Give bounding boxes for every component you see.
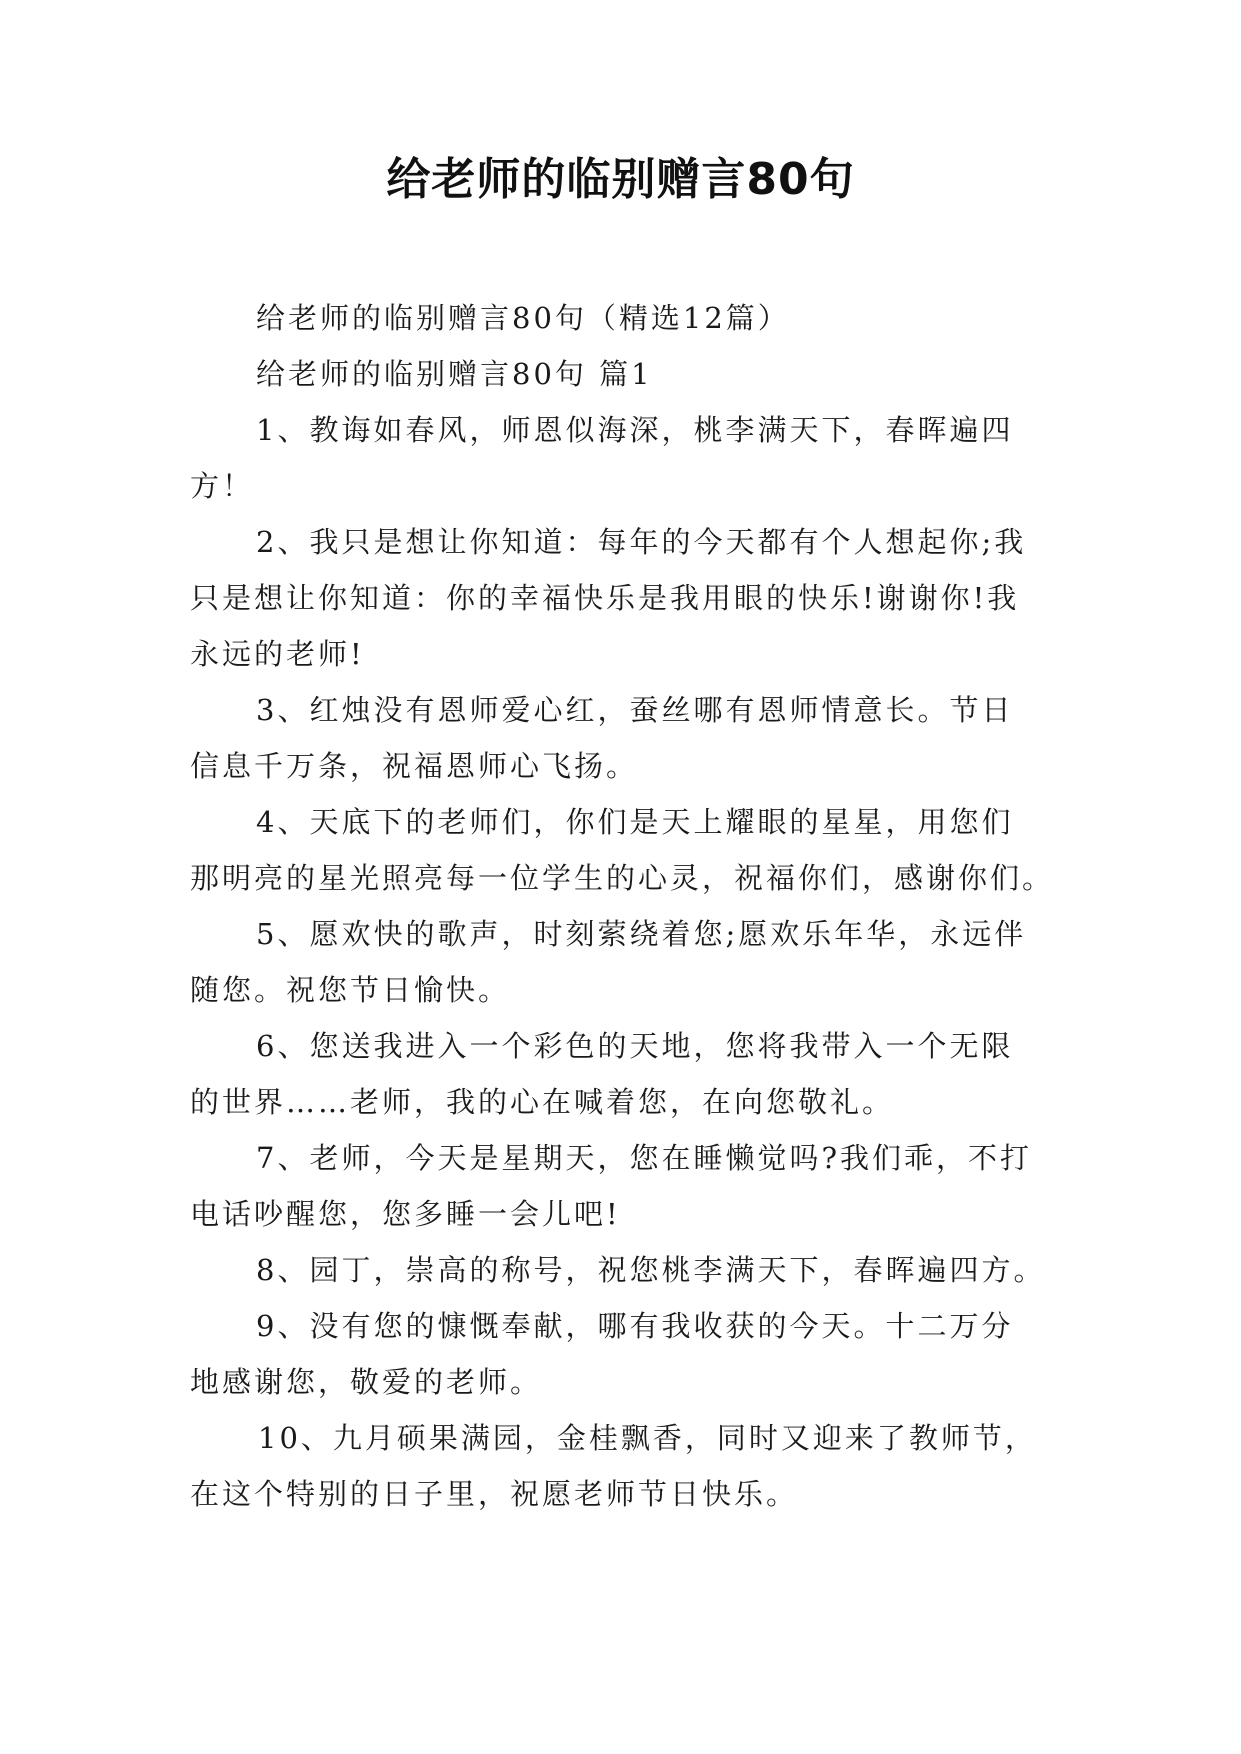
entry-line: 5、愿欢快的歌声，时刻萦绕着您;愿欢乐年华，永远伴 [256,917,1027,951]
entry-line: 4、天底下的老师们，你们是天上耀眼的星星，用您们 [256,805,1014,839]
entry-3 [190,682,1060,794]
entry-line: 的世界……老师，我的心在喊着您，在向您敬礼。 [190,1085,895,1119]
entry-1 [190,402,1060,514]
entry-line: 那明亮的星光照亮每一位学生的心灵，祝福你们，感谢你们。 [190,861,1055,895]
entry-line: 3、红烛没有恩师爱心红，蚕丝哪有恩师情意长。节日 [256,693,1014,727]
entry-7 [190,1130,1060,1242]
entry-line: 信息千万条，祝福恩师心飞扬。 [190,749,639,783]
entry-line: 方！ [190,469,255,503]
entry-6 [190,1018,1060,1130]
entry-line: 地感谢您，敬爱的老师。 [190,1365,543,1399]
section-heading: 给老师的临别赠言80句 篇1 [256,357,653,391]
entry-line: 随您。祝您节日愉快。 [190,973,511,1007]
entry-5 [190,906,1060,1018]
entry-line: 9、没有您的慷慨奉献，哪有我收获的今天。十二万分 [256,1309,1014,1343]
entry-line: 6、您送我进入一个彩色的天地，您将我带入一个无限 [256,1029,1014,1063]
entry-line: 7、老师，今天是星期天，您在睡懒觉吗?我们乖，不打 [256,1141,1032,1175]
entry-2 [190,514,1060,682]
entry-line: 永远的老师! [190,637,365,671]
entry-line: 10、九月硕果满园，金桂飘香，同时又迎来了教师节， [258,1421,1037,1455]
entry-line: 1、教诲如春风，师恩似海深，桃李满天下，春晖遍四 [256,413,1014,447]
entry-line: 2、我只是想让你知道：每年的今天都有个人想起你;我 [256,525,1027,559]
entry-4 [190,794,1060,906]
document-title: 给老师的临别赠言80句 [386,154,855,205]
entry-line: 8、园丁，崇高的称号，祝您桃李满天下，春晖遍四方。 [256,1253,1046,1287]
entry-line: 电话吵醒您，您多睡一会儿吧! [190,1197,621,1231]
entry-8 [190,1242,1060,1298]
document-body [190,290,1060,1522]
entry-line: 只是想让你知道：你的幸福快乐是我用眼的快乐!谢谢你!我 [190,581,1020,615]
entry-10 [190,1410,1060,1522]
entry-line: 在这个特别的日子里，祝愿老师节日快乐。 [190,1477,799,1511]
entry-9 [190,1298,1060,1410]
subtitle: 给老师的临别赠言80句（精选12篇） [256,301,790,335]
